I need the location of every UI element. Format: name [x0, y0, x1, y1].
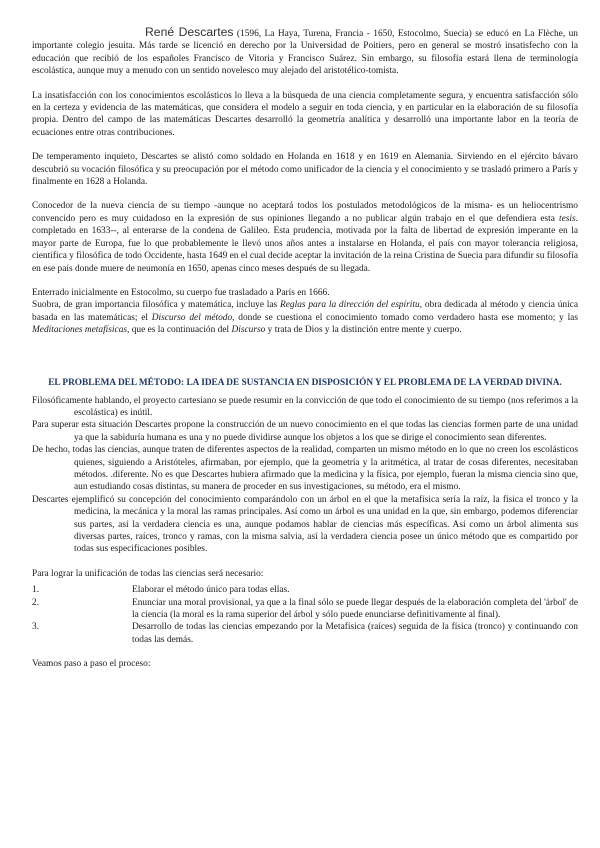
work-title: Discurso del método: [151, 312, 233, 323]
list-item: Descartes ejemplificó su concepción del conocimiento comparándolo con un árbol en el que la metafísica sería la raíz, la física el tronco y la medicina, la mecánica y la moral las ramas principales. Así como un árbol es una unidad en la que, sin embargo, podemos diferenciar sus partes, así la verdadera ciencia es una, aunque podamos hablar de ciencias más específicas. Así como un árbol alimenta sus diversas partes, raíces, tronco y ramas, con la misma salvia, así la verdadera ciencia posee un único método que es compartido por todas sus especificaciones posibles.: [32, 494, 578, 555]
numbered-item: [32, 597, 578, 622]
list-intro: Para lograr la unificación de todas las ciencias será necesario:: [32, 568, 264, 579]
item-number: 3.: [32, 622, 40, 633]
work-title: Discurso: [231, 325, 266, 336]
item-number: 1.: [32, 585, 40, 596]
paragraph-text: . completado en 1633--, al enterarse de la condena de Galileo. Esta prudencia, motivada por la falta de libertad de expresión imperante en la mayor parte de Europa, fue lo que probablemente le llevó unos años antes a instalarse en Holanda, el país con mayor tolerancia religiosa, científica y filosófica de todo Occidente, hasta 1649 en el cual decide aceptar la invitación de la reina Cristina de Suecia para difundir su filosofía en ese país donde muere de neumonía en 1650, apenas cinco meses después de su llegada.: [32, 213, 578, 274]
paragraph-text: Conocedor de la nueva ciencia de su tiempo -aunque no aceptará todos los postulados metodológicos de la misma- es un heliocentrismo convencido pero es muy cuidadoso en la expresión de sus opiniones llegando a no publicar algún trabajo en el que defendiera esta: [32, 201, 578, 224]
paragraph-text: Suobra, de gran importancia filosófica y matemática, incluye las: [32, 300, 281, 311]
item-number: 2.: [32, 597, 40, 608]
item-text: Enunciar una moral provisional, ya que a la final sólo se puede llegar después de la elaboración completa del 'árbol' de la ciencia (la moral es la rama superior del árbol y sólo puede enunciarse definitivamente al final).: [132, 597, 578, 621]
list-item: Filosóficamente hablando, el proyecto cartesiano se puede resumir en la convicción de que todo el conocimiento de su tiempo (nos referimos a la escolástica) es inútil.: [32, 395, 578, 418]
paragraph-text: y trata de Dios y la distinción entre mente y cuerpo.: [265, 325, 462, 336]
item-text: Elaborar el método único para todas ellas.: [132, 585, 290, 596]
intro-paragraph: [32, 26, 578, 78]
paragraph-obra: [32, 299, 578, 336]
closing-line: Veamos paso a paso el proceso:: [32, 659, 151, 670]
paragraph-text: , donde se cuestiona el conocimiento tomado como verdadero hasta ese momento; y las: [232, 312, 578, 323]
intro-text: (1596, La Haya, Turena, Francia - 1650, Estocolmo, Suecia) se educó en La Flèche, un importante colegio jesuita. Más tarde se licenció en derecho por la Universidad de Poitiers, pero en general se mostró insatisfecho con la educación que recibió de los españoles Francisco de Vitoria y Francisco Suárez. Sin embargo, su filosofía estará llena de terminología escolástica, aunque muy a menudo con un sentido novelesco muy alejado del aristotélico-tomista.: [32, 29, 578, 77]
work-title: Meditaciones metafísicas: [32, 325, 128, 336]
paragraph-insatisfaccion: La insatisfacción con los conocimientos escolásticos lo lleva a la búsqueda de una ciencia completamente segura, y encuentra satisfacción sólo en la certeza y evidencia de las matemáticas, que considera el modelo a seguir en toda ciencia, y en particular en la elaboración de su filosofía propia. Dentro del campo de las matemáticas Descartes desarrolló la geometría analítica y desarrolló una importante labor en la teoría de ecuaciones entre otras contribuciones.: [32, 90, 578, 138]
list-item: Para superar esta situación Descartes propone la construcción de un nuevo conocimiento en el que todas las ciencias formen parte de una unidad ya que la sabiduría humana es una y no puede dividirse aunque los objetos a los que se dirige el conocimiento sean diferentes.: [32, 420, 578, 443]
paragraph-text: , que es la continuación del: [127, 325, 232, 336]
numbered-item: [32, 584, 578, 596]
work-title: Reglas para la dirección del espíritu: [280, 300, 420, 311]
author-name: René Descartes: [145, 25, 234, 39]
section-heading: EL PROBLEMA DEL MÉTODO: LA IDEA DE SUSTANCIA EN DISPOSICIÓN Y EL PROBLEMA DE LA VERDAD DIVINA.: [48, 377, 562, 388]
numbered-item: [32, 621, 578, 646]
numbered-list: [32, 584, 578, 646]
paragraph-temperamento: De temperamento inquieto, Descartes se alistó como soldado en Holanda en 1618 y en 1619 en Alemania. Sirviendo en el ejército bávaro descubrió su vocación filosófica y su preocupación por el método como unificador de la ciencia y el conocimiento y se trasladó primero a París y finalmente en 1628 a Holanda.: [32, 152, 578, 188]
paragraph-enterrado: Enterrado inicialmente en Estocolmo, su cuerpo fue trasladado a París en 1666.: [32, 287, 330, 298]
paragraph-conocedor: [32, 200, 578, 274]
emphasis-text: tesis: [558, 213, 576, 224]
paragraph-text: , obra dedicada al método y ciencia única basada en las matemáticas; el: [32, 300, 578, 323]
list-item: De hecho, todas las ciencias, aunque traten de diferentes aspectos de la realidad, comparten un mismo método en lo que no creen los escolásticos quienes, siguiendo a Aristóteles, afirmaban, por ejemplo, que la geometría y la aritmética, al tratar de cosas diferentes, necesitaban métodos. .diferente. No es que Descartes hubiera afirmado que la medicina y la física, por ejemplo, fueran la misma ciencia sino que, aun estudiando cosas distintas, su manera de proceder en sus investigaciones, su método, era el mismo.: [32, 445, 578, 493]
item-text: Desarrollo de todas las ciencias empezando por la Metafísica (raíces) seguida de la física (tronco) y continuando con todas las demás.: [132, 622, 578, 645]
